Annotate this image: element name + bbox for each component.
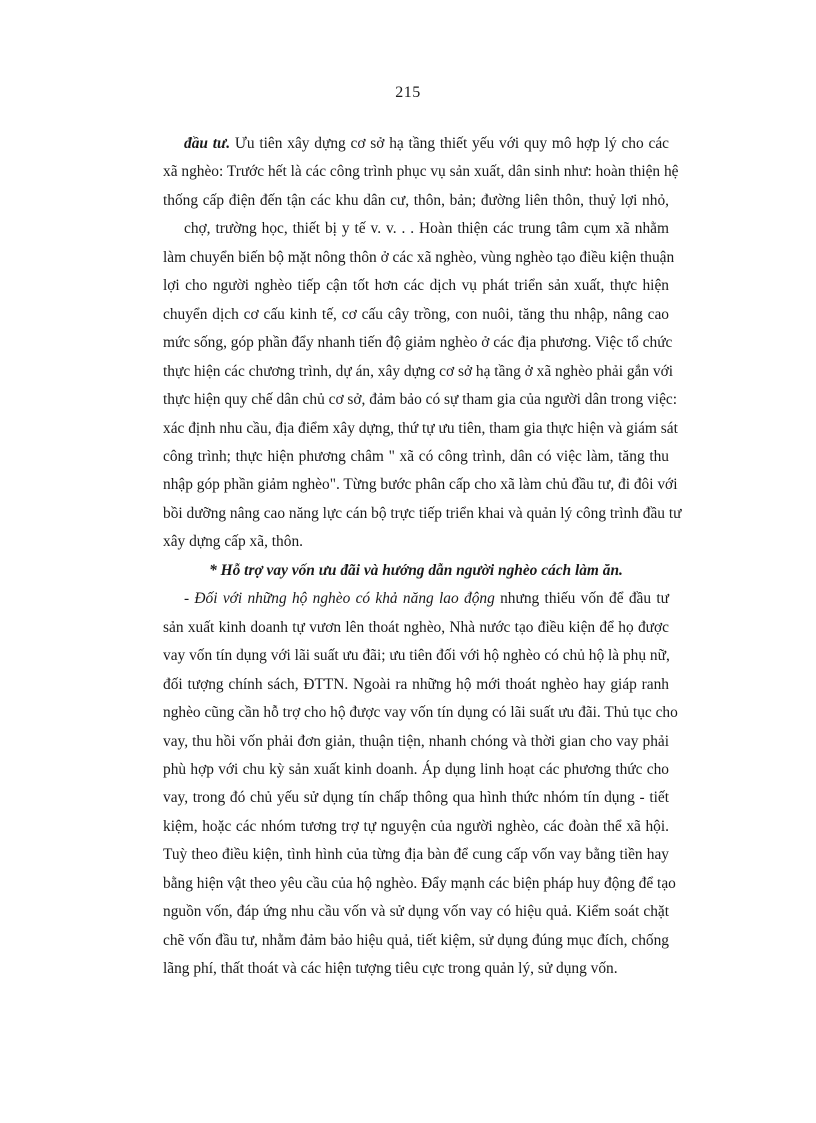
text-line: Tuỳ theo điều kiện, tình hình của từng địa bàn để cung cấp vốn vay bằng tiền hay [163,846,669,864]
section-heading: * Hỗ trợ vay vốn ưu đãi và hướng dẫn người nghèo cách làm ăn. [209,561,623,579]
text-line [163,130,669,158]
text-line: công trình; thực hiện phương châm " xã có công trình, dân có việc làm, tăng thu [163,447,669,465]
text-line: phù hợp với chu kỳ sản xuất kinh doanh. Áp dụng linh hoạt các phương thức cho [163,760,669,778]
paragraph-loans [163,585,678,983]
bold-lead-term: đầu tư. [184,135,231,152]
text-line [163,585,669,613]
text-line: xây dựng cấp xã, thôn. [163,533,303,551]
text-line: xã nghèo: Trước hết là các công trình phục vụ sản xuất, dân sinh như: hoàn thiện hệ [163,163,679,181]
paragraph-infrastructure [163,130,682,556]
text-line: vay, trong đó chủ yếu sử dụng tín chấp thông qua hình thức nhóm tín dụng - tiết [163,789,669,807]
text-line: chuyển dịch cơ cấu kinh tế, cơ cấu cây trồng, con nuôi, tăng thu nhập, nâng cao [163,305,669,323]
text-line: vay vốn tín dụng với lãi suất ưu đãi; ưu tiên đối với hộ nghèo có chủ hộ là phụ nữ, [163,647,670,665]
text-line: sản xuất kinh doanh tự vươn lên thoát nghèo, Nhà nước tạo điều kiện để họ được [163,618,669,636]
text-line: chợ, trường học, thiết bị y tế v. v. . . Hoàn thiện các trung tâm cụm xã nhằm [184,220,669,238]
text-line: làm chuyển biến bộ mặt nông thôn ở các xã nghèo, vùng nghèo tạo điều kiện thuận [163,248,675,266]
text-line: vay, thu hồi vốn phải đơn giản, thuận tiện, nhanh chóng và thời gian cho vay phải [163,732,669,750]
page-number: 215 [395,84,421,101]
text-line: kiệm, hoặc các nhóm tương trợ tự nguyện của người nghèo, các đoàn thể xã hội. [163,817,669,835]
text-line: lãng phí, thất thoát và các hiện tượng tiêu cực trong quản lý, sử dụng vốn. [163,960,618,978]
text-line: mức sống, góp phần đẩy nhanh tiến độ giảm nghèo ở các địa phương. Việc tổ chức [163,334,673,352]
text-line: lợi cho người nghèo tiếp cận tốt hơn các dịch vụ phát triển sản xuất, thực hiện [163,277,669,295]
text-line: thống cấp điện đến tận các khu dân cư, thôn, bản; đường liên thôn, thuỷ lợi nhỏ, [163,191,669,209]
text-run: Ưu tiên xây dựng cơ sở hạ tầng thiết yếu với quy mô hợp lý cho các [230,135,669,152]
text-line: thực hiện các chương trình, dự án, xây dựng cơ sở hạ tầng ở xã nghèo phải gắn với [163,362,673,380]
document-body [163,130,682,984]
text-line: bồi dưỡng nâng cao năng lực cán bộ trực tiếp triển khai và quản lý công trình đầu tư [163,504,682,522]
text-line: bằng hiện vật theo yêu cầu của hộ nghèo. Đẩy mạnh các biện pháp huy động để tạo [163,874,676,892]
text-run: nhưng thiếu vốn để đầu tư [494,590,670,608]
text-line: nghèo cũng cần hỗ trợ cho hộ được vay vốn tín dụng có lãi suất ưu đãi. Thủ tục cho [163,704,678,722]
text-line: thực hiện quy chế dân chủ cơ sở, đảm bảo có sự tham gia của người dân trong việc: [163,391,678,409]
text-line: xác định nhu cầu, địa điểm xây dựng, thứ tự ưu tiên, tham gia thực hiện và giám sát [163,419,678,437]
text-line: nguồn vốn, đáp ứng nhu cầu vốn và sử dụng vốn vay có hiệu quả. Kiểm soát chặt [163,903,669,921]
italic-lead-phrase: - Đối với những hộ nghèo có khả năng lao động [184,590,495,608]
text-line: đối tượng chính sách, ĐTTN. Ngoài ra những hộ mới thoát nghèo hay giáp ranh [163,675,669,693]
text-line: chẽ vốn đầu tư, nhằm đảm bảo hiệu quả, tiết kiệm, sử dụng đúng mục đích, chống [163,931,669,949]
text-line: nhập góp phần giảm nghèo". Từng bước phân cấp cho xã làm chủ đầu tư, đi đôi với [163,476,678,494]
